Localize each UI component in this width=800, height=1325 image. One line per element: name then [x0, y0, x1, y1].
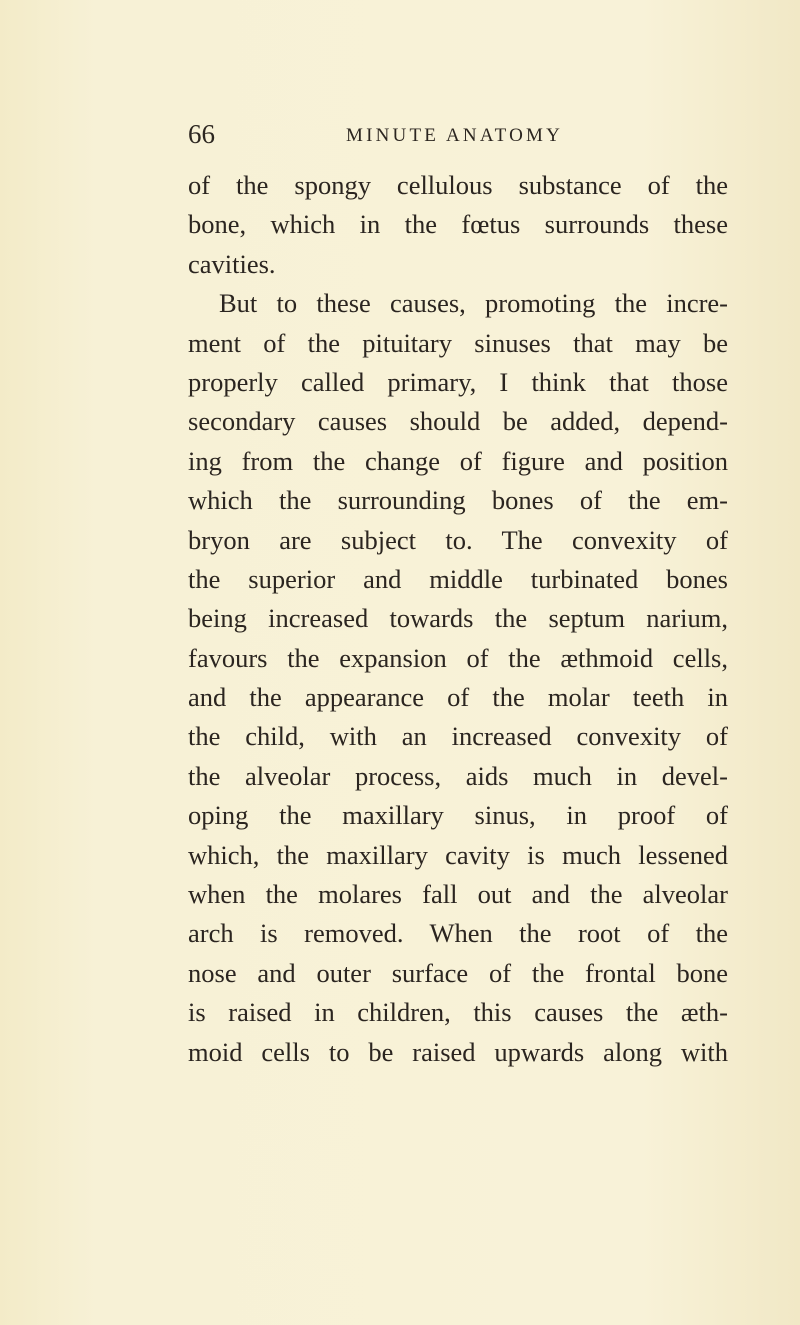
text-line: is raised in children, this causes the æth-	[188, 997, 728, 1028]
text-line: when the molares fall out and the alveolar	[188, 879, 728, 910]
text-line: nose and outer surface of the frontal bone	[188, 957, 728, 988]
running-head: MINUTE ANATOMY	[346, 125, 564, 146]
text-line: being increased towards the septum narium,	[188, 603, 728, 634]
text-line: arch is removed. When the root of the	[188, 918, 728, 949]
text-line: bone, which in the fœtus surrounds these	[188, 209, 728, 240]
text-line: of the spongy cellulous substance of the	[188, 170, 728, 200]
text-line: ment of the pituitary sinuses that may be	[188, 327, 728, 358]
text-line: secondary causes should be added, depend-	[188, 406, 728, 437]
text-line: properly called primary, I think that those	[188, 366, 728, 397]
text-line: and the appearance of the molar teeth in	[188, 682, 728, 713]
text-line: moid cells to be raised upwards along with	[188, 1036, 728, 1067]
text-line: the superior and middle turbinated bones	[188, 563, 728, 594]
text-line: which the surrounding bones of the em-	[188, 485, 728, 516]
body-text	[188, 166, 728, 1072]
text-line: oping the maxillary sinus, in proof of	[188, 800, 728, 831]
text-line: cavities.	[188, 248, 276, 279]
text-line: the child, with an increased convexity of	[188, 721, 728, 752]
text-line: But to these causes, promoting the incre-	[219, 288, 728, 319]
page-number: 66	[188, 119, 215, 149]
text-line: which, the maxillary cavity is much lessened	[188, 839, 728, 870]
text-line: ing from the change of figure and position	[188, 445, 728, 476]
text-line: favours the expansion of the æthmoid cells,	[188, 642, 728, 673]
text-line: the alveolar process, aids much in devel-	[188, 760, 728, 791]
page-header	[188, 114, 728, 154]
text-line: bryon are subject to. The convexity of	[188, 524, 728, 555]
